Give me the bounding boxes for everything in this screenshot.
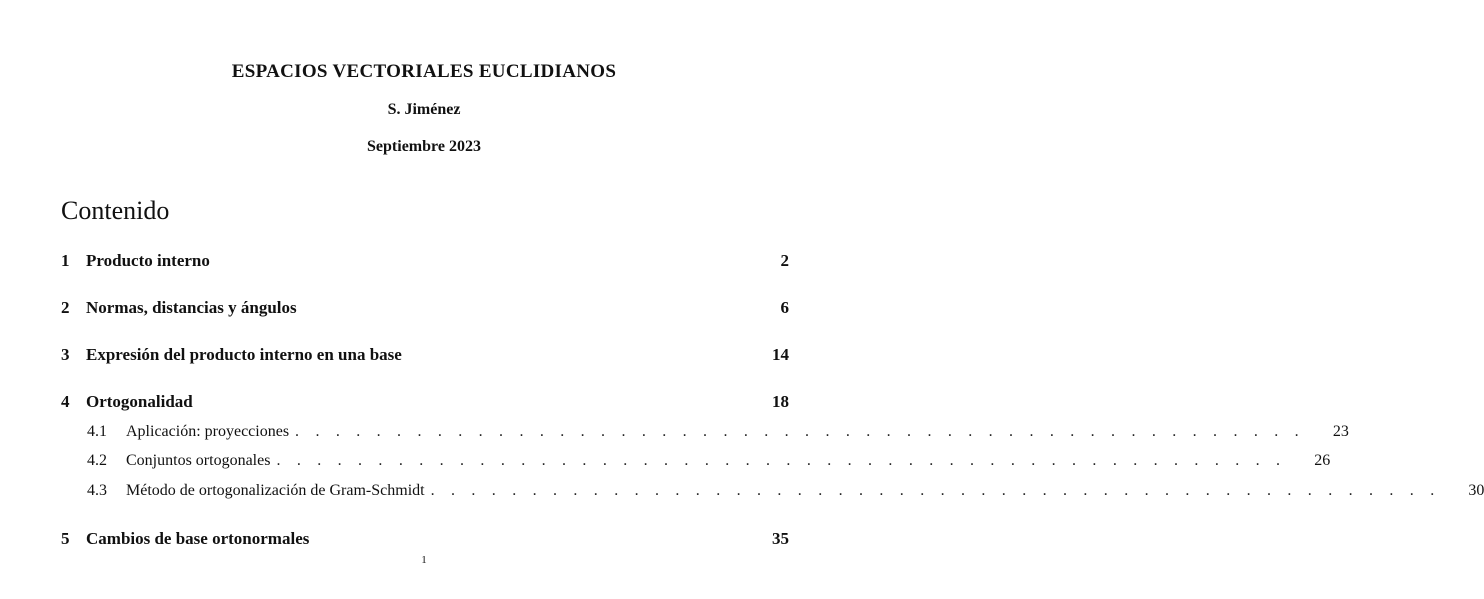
toc-section-number: 2 xyxy=(61,298,70,317)
toc-section-number: 4 xyxy=(61,392,70,411)
toc-section-label[interactable]: Producto interno xyxy=(86,251,210,270)
toc-leader-dots: . . . . . . . . . . . . . . . . . . . . . . . . . . . . . . . . . . . . . . . . . . . . . . . . . . xyxy=(276,452,1287,469)
document-title: ESPACIOS VECTORIALES EUCLIDIANOS xyxy=(231,61,617,82)
toc-subsection-4-1[interactable] xyxy=(87,423,1349,445)
toc-section-label[interactable]: Cambios de base ortonormales xyxy=(86,529,310,548)
toc-subsection-page[interactable]: 30 xyxy=(1468,482,1484,499)
toc-section-page[interactable]: 14 xyxy=(772,345,789,364)
toc-section-page[interactable]: 2 xyxy=(780,251,789,270)
toc-section-1[interactable] xyxy=(61,251,789,273)
toc-subsection-4-2[interactable] xyxy=(87,452,1331,474)
toc-section-4[interactable] xyxy=(61,392,789,414)
toc-subsection-number: 4.2 xyxy=(87,452,107,469)
contents-heading: Contenido xyxy=(61,196,170,225)
document-author: S. Jiménez xyxy=(387,101,461,118)
toc-section-number: 3 xyxy=(61,345,70,364)
toc-section-page[interactable]: 35 xyxy=(772,529,789,548)
toc-subsection-4-3[interactable] xyxy=(87,482,1484,504)
toc-section-page[interactable]: 18 xyxy=(772,392,789,411)
toc-section-label[interactable]: Ortogonalidad xyxy=(86,392,193,411)
toc-subsection-label[interactable]: Aplicación: proyecciones xyxy=(126,423,290,440)
toc-section-label[interactable]: Normas, distancias y ángulos xyxy=(86,298,297,317)
toc-section-5[interactable] xyxy=(61,529,789,551)
toc-section-2[interactable] xyxy=(61,298,789,320)
page-number: 1 xyxy=(421,554,427,566)
toc-subsection-label[interactable]: Método de ortogonalización de Gram-Schmidt xyxy=(126,482,425,499)
toc-subsection-page[interactable]: 26 xyxy=(1314,452,1331,469)
toc-subsection-number: 4.3 xyxy=(87,482,107,499)
toc-subsection-number: 4.1 xyxy=(87,423,107,440)
toc-subsection-label[interactable]: Conjuntos ortogonales xyxy=(126,452,271,469)
toc-leader-dots: . . . . . . . . . . . . . . . . . . . . . . . . . . . . . . . . . . . . . . . . . . . . . . . . . . xyxy=(295,423,1305,440)
toc-section-page[interactable]: 6 xyxy=(780,298,789,317)
toc-section-number: 5 xyxy=(61,529,70,548)
toc-subsection-page[interactable]: 23 xyxy=(1332,423,1349,440)
document-date: Septiembre 2023 xyxy=(367,138,481,155)
toc-section-label[interactable]: Expresión del producto interno en una base xyxy=(86,345,402,364)
toc-section-number: 1 xyxy=(61,251,70,270)
toc-section-3[interactable] xyxy=(61,345,789,367)
toc-leader-dots: . . . . . . . . . . . . . . . . . . . . . . . . . . . . . . . . . . . . . . . . . . . . . . . . . . xyxy=(430,482,1441,499)
